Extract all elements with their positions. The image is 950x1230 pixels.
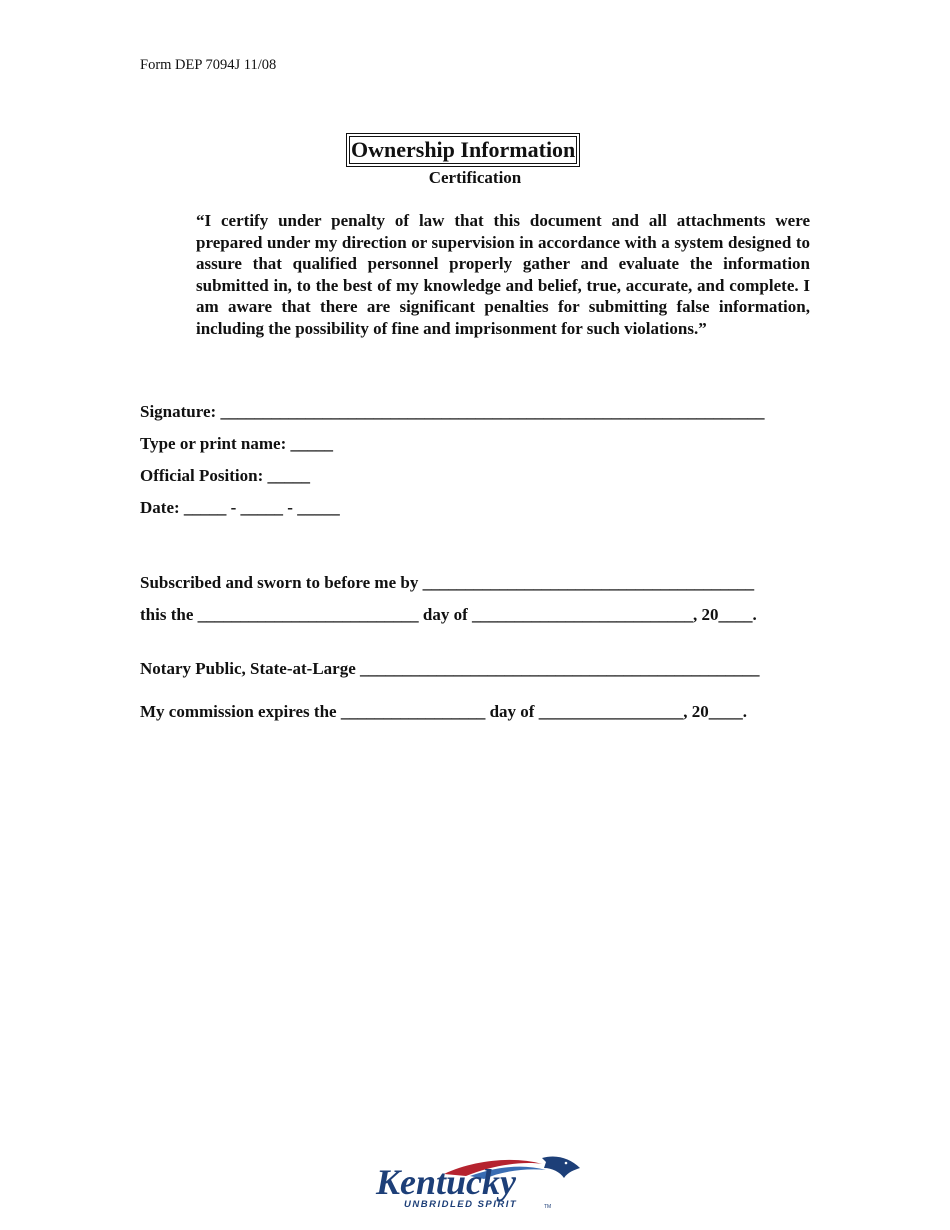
page-title: Ownership Information [351, 137, 576, 162]
logo-wordmark: Kentucky [376, 1162, 516, 1202]
logo-tagline: UNBRIDLED SPIRIT [404, 1199, 518, 1210]
section-subtitle: Certification [428, 168, 522, 187]
print-name-field[interactable]: Type or print name: _____ [140, 434, 333, 453]
notary-field[interactable]: Notary Public, State-at-Large _______________________________________________ [140, 659, 760, 678]
official-position-field[interactable]: Official Position: _____ [140, 466, 310, 485]
sworn-date-field[interactable]: this the __________________________ day of __________________________, 20____. [140, 605, 757, 624]
commission-expiry-field[interactable]: My commission expires the _________________ day of _________________, 20____. [140, 702, 747, 721]
kentucky-logo [374, 1152, 590, 1210]
sworn-before-field[interactable]: Subscribed and sworn to before me by _______________________________________ [140, 573, 755, 592]
form-number: Form DEP 7094J 11/08 [140, 57, 277, 73]
title-box [346, 133, 580, 167]
logo-trademark: TM [544, 1204, 552, 1210]
horse-eye [565, 1162, 568, 1165]
date-field[interactable]: Date: _____ - _____ - _____ [140, 498, 340, 517]
horse-head-icon [542, 1156, 580, 1178]
certification-statement: “I certify under penalty of law that this document and all attachments were prepared under my direction or supervision in accordance with a system designed to assure that qualified personnel properly gather and evaluate the information submitted in, to the best of my knowledge and belief, true, accurate, and complete. I am aware that there are significant penalties for submitting false information, including the possibility of fine and imprisonment for such violations.” [196, 211, 810, 338]
signature-field[interactable]: Signature: ________________________________________________________________ [140, 402, 765, 421]
